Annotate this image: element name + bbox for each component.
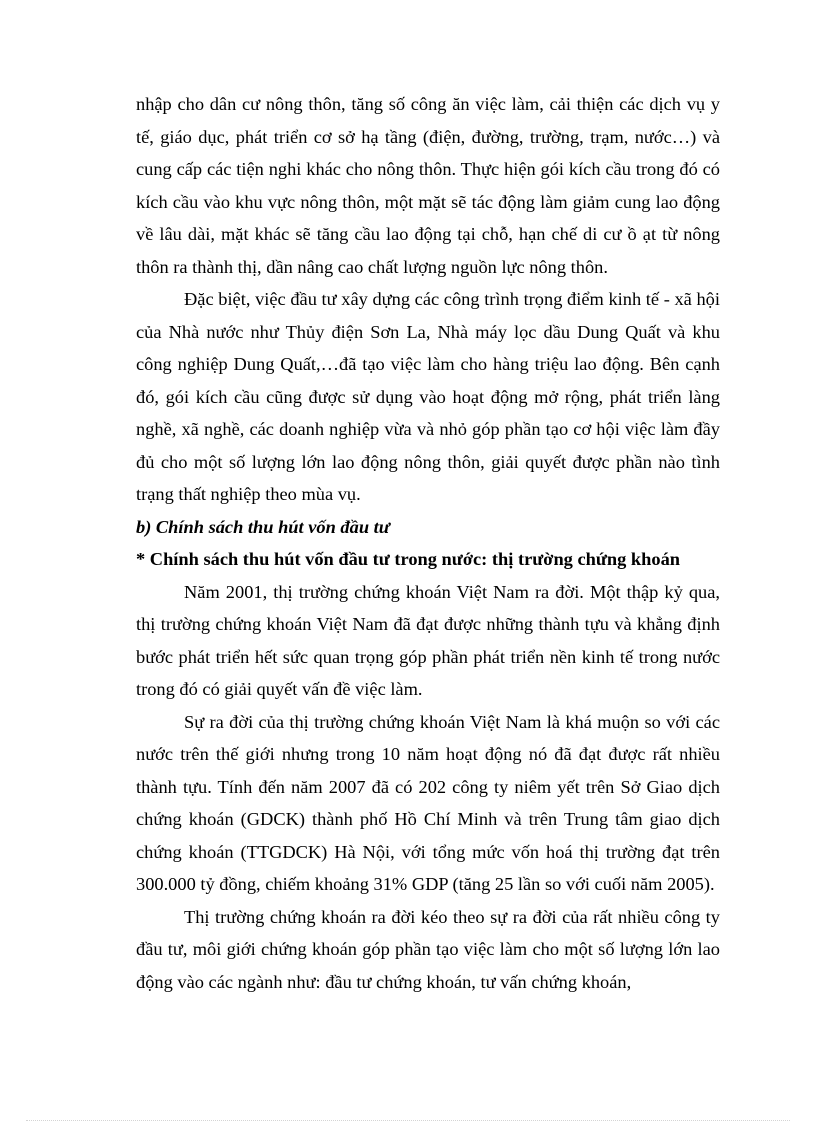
section-heading-investment-policy: b) Chính sách thu hút vốn đầu tư	[136, 516, 390, 537]
paragraph-stock-market-birth: Năm 2001, thị trường chứng khoán Việt Nam ra đời. Một thập kỷ qua, thị trường chứng khoán Việt Nam đã đạt được những thành tựu và khẳng định bước phát triển hết sức quan trọng góp phần phát triển nền kinh tế trong nước trong đó có giải quyết vấn đề việc làm.	[136, 581, 720, 699]
paragraph-key-projects: Đặc biệt, việc đầu tư xây dựng các công trình trọng điểm kinh tế - xã hội của Nhà nước như Thủy điện Sơn La, Nhà máy lọc dầu Dung Quất và khu công nghiệp Dung Quất,…đã tạo việc làm cho hàng triệu lao động. Bên cạnh đó, gói kích cầu cũng được sử dụng vào hoạt động mở rộng, phát triển làng nghề, xã nghề, các doanh nghiệp vừa và nhỏ góp phần tạo cơ hội việc làm đầy đủ cho một số lượng lớn lao động nông thôn, giải quyết được phần nào tình trạng thất nghiệp theo mùa vụ.	[136, 289, 720, 504]
page-bottom-divider	[26, 1120, 790, 1121]
document-page	[136, 88, 720, 998]
paragraph-stock-market-achievements: Sự ra đời của thị trường chứng khoán Việt Nam là khá muộn so với các nước trên thế giới nhưng trong 10 năm hoạt động nó đã đạt được rất nhiều thành tựu. Tính đến năm 2007 đã có 202 công ty niêm yết trên Sở Giao dịch chứng khoán (GDCK) thành phố Hồ Chí Minh và trên Trung tâm giao dịch chứng khoán (TTGDCK) Hà Nội, với tổng mức vốn hoá thị trường đạt trên 300.000 tỷ đồng, chiếm khoảng 31% GDP (tăng 25 lần so với cuối năm 2005).	[136, 711, 720, 894]
subsection-heading-stock-market: * Chính sách thu hút vốn đầu tư trong nước: thị trường chứng khoán	[136, 549, 680, 569]
paragraph-stock-market-jobs: Thị trường chứng khoán ra đời kéo theo sự ra đời của rất nhiều công ty đầu tư, môi giới chứng khoán góp phần tạo việc làm cho một số lượng lớn lao động vào các ngành như: đầu tư chứng khoán, tư vấn chứng khoán,	[136, 906, 720, 992]
paragraph-rural-stimulus: nhập cho dân cư nông thôn, tăng số công ăn việc làm, cải thiện các dịch vụ y tế, giáo dục, phát triển cơ sở hạ tầng (điện, đường, trường, trạm, nước…) và cung cấp các tiện nghi khác cho nông thôn. Thực hiện gói kích cầu trong đó có kích cầu vào khu vực nông thôn, một mặt sẽ tác động làm giảm cung lao động về lâu dài, mặt khác sẽ tăng cầu lao động tại chỗ, hạn chế di cư ồ ạt từ nông thôn ra thành thị, dần nâng cao chất lượng nguồn lực nông thôn.	[136, 94, 720, 277]
